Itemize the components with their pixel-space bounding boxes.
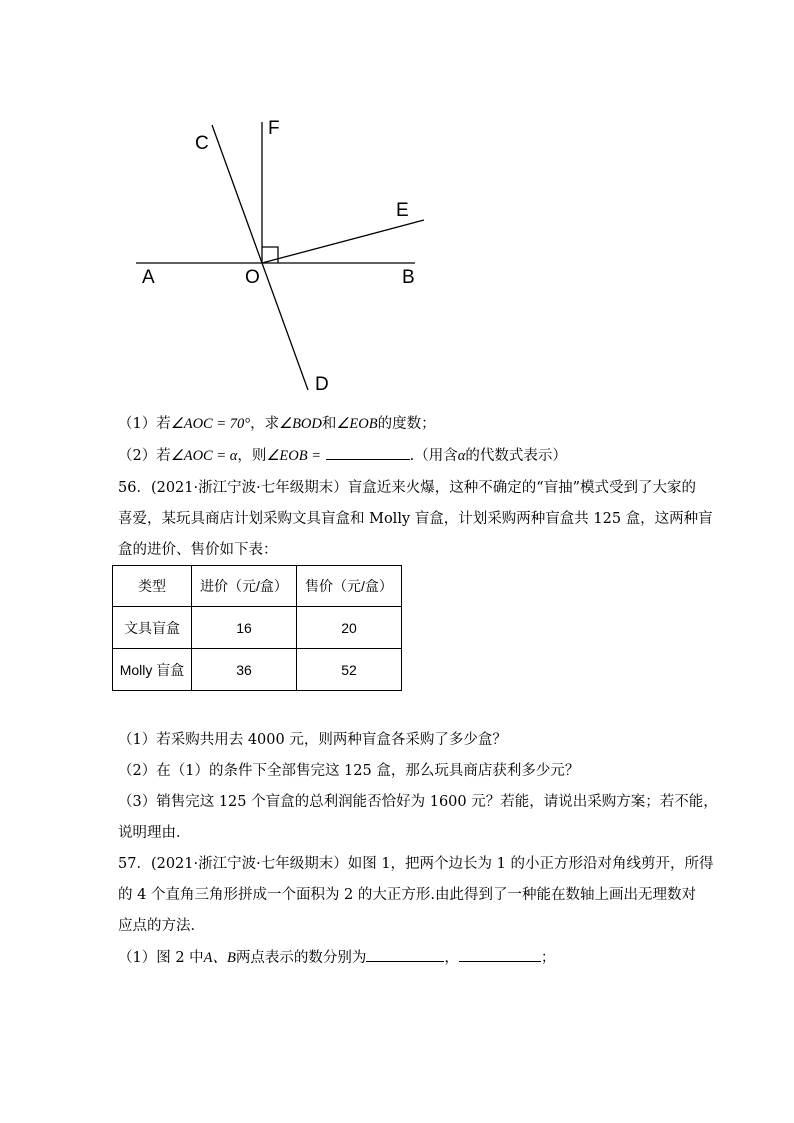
table-cell: 16 <box>192 607 297 649</box>
q55-part1-suffix: 的度数； <box>377 416 436 432</box>
q56-sub2: （2）在（1）的条件下全部售完这 125 盒，那么玩具商店获利多少元？ <box>118 763 580 779</box>
q56-sub3-line1: （3）销售完这 125 个盲盒的总利润能否恰好为 1600 元？若能，请说出采购方案；若不能， <box>118 794 718 810</box>
q55-part1-and: 和 <box>321 416 337 432</box>
ray-oe <box>262 220 424 263</box>
q55-part2-prefix: （2）若 <box>118 448 171 464</box>
table-cell: 52 <box>297 649 402 691</box>
q57-sub1-text: 两点表示的数分别为 <box>235 950 367 966</box>
table-cell: 20 <box>297 607 402 649</box>
q55-part2 <box>118 445 567 466</box>
q56-sub3-line2: 说明理由． <box>118 825 191 841</box>
table-header: 进价（元/盒） <box>192 566 297 607</box>
label-e: E <box>396 200 409 221</box>
line-cd <box>212 125 308 390</box>
table-cell: 文具盲盒 <box>113 607 192 649</box>
answer-blank-eob[interactable] <box>326 445 410 460</box>
q56-line2: 喜爱，某玩具商店计划采购文具盲盒和 Molly 盲盒，计划采购两种盲盒共 125 盒，这两种盲 <box>118 511 713 527</box>
label-d: D <box>315 374 329 395</box>
q57-sub1-sep: ， <box>444 950 459 966</box>
label-b: B <box>402 267 415 288</box>
q56-line3: 盒的进价、售价如下表： <box>118 542 278 558</box>
angle-aoc-alpha: ∠AOC = α <box>170 448 238 464</box>
q55-part2-hint: .（用含 <box>409 448 458 464</box>
answer-blank-a[interactable] <box>366 947 444 962</box>
q57-line1: 57．(2021·浙江宁波·七年级期末）如图 1，把两个边长为 1 的小正方形沿对角线剪开，所得 <box>118 856 714 872</box>
angle-aoc: ∠AOC = 70° <box>170 416 251 432</box>
q57-line2: 的 4 个直角三角形拼成一个面积为 2 的大正方形.由此得到了一种能在数轴上画出无理数对 <box>118 887 696 903</box>
alpha-symbol: α <box>457 448 466 464</box>
table-row <box>113 649 402 691</box>
points-ab: A、B <box>203 950 236 966</box>
q55-part1-text: ，求 <box>250 416 280 432</box>
q56-line1: 56．(2021·浙江宁波·七年级期末）盲盒近来火爆，这种不确定的“盲抽”模式受到了大家的 <box>118 480 697 496</box>
q57-sub1-end: ； <box>540 950 556 966</box>
q55-part2-suffix: 的代数式表示） <box>465 448 567 464</box>
angle-bod: ∠BOD <box>279 416 322 432</box>
label-f: F <box>268 118 280 139</box>
table-header: 类型 <box>113 566 192 607</box>
angle-eob: ∠EOB <box>336 416 378 432</box>
label-o: O <box>245 267 260 288</box>
q57-sub1 <box>118 947 555 968</box>
q55-part1 <box>118 414 436 434</box>
q55-part2-text: ，则 <box>237 448 267 464</box>
answer-blank-b[interactable] <box>459 947 541 962</box>
label-a: A <box>142 267 155 288</box>
q55-part1-prefix: （1）若 <box>118 416 171 432</box>
price-table <box>112 565 402 691</box>
table-header-row <box>113 566 402 607</box>
table-cell: 36 <box>192 649 297 691</box>
table-header: 售价（元/盒） <box>297 566 402 607</box>
q57-sub1-prefix: （1）图 2 中 <box>118 950 204 966</box>
table-row <box>113 607 402 649</box>
q57-line3: 应点的方法． <box>118 918 205 934</box>
table-cell: Molly 盲盒 <box>113 649 192 691</box>
q56-sub1: （1）若采购共用去 4000 元，则两种盲盒各采购了多少盒？ <box>118 732 507 748</box>
angle-eob-eq: ∠EOB = <box>266 448 321 464</box>
label-c: C <box>195 133 209 154</box>
